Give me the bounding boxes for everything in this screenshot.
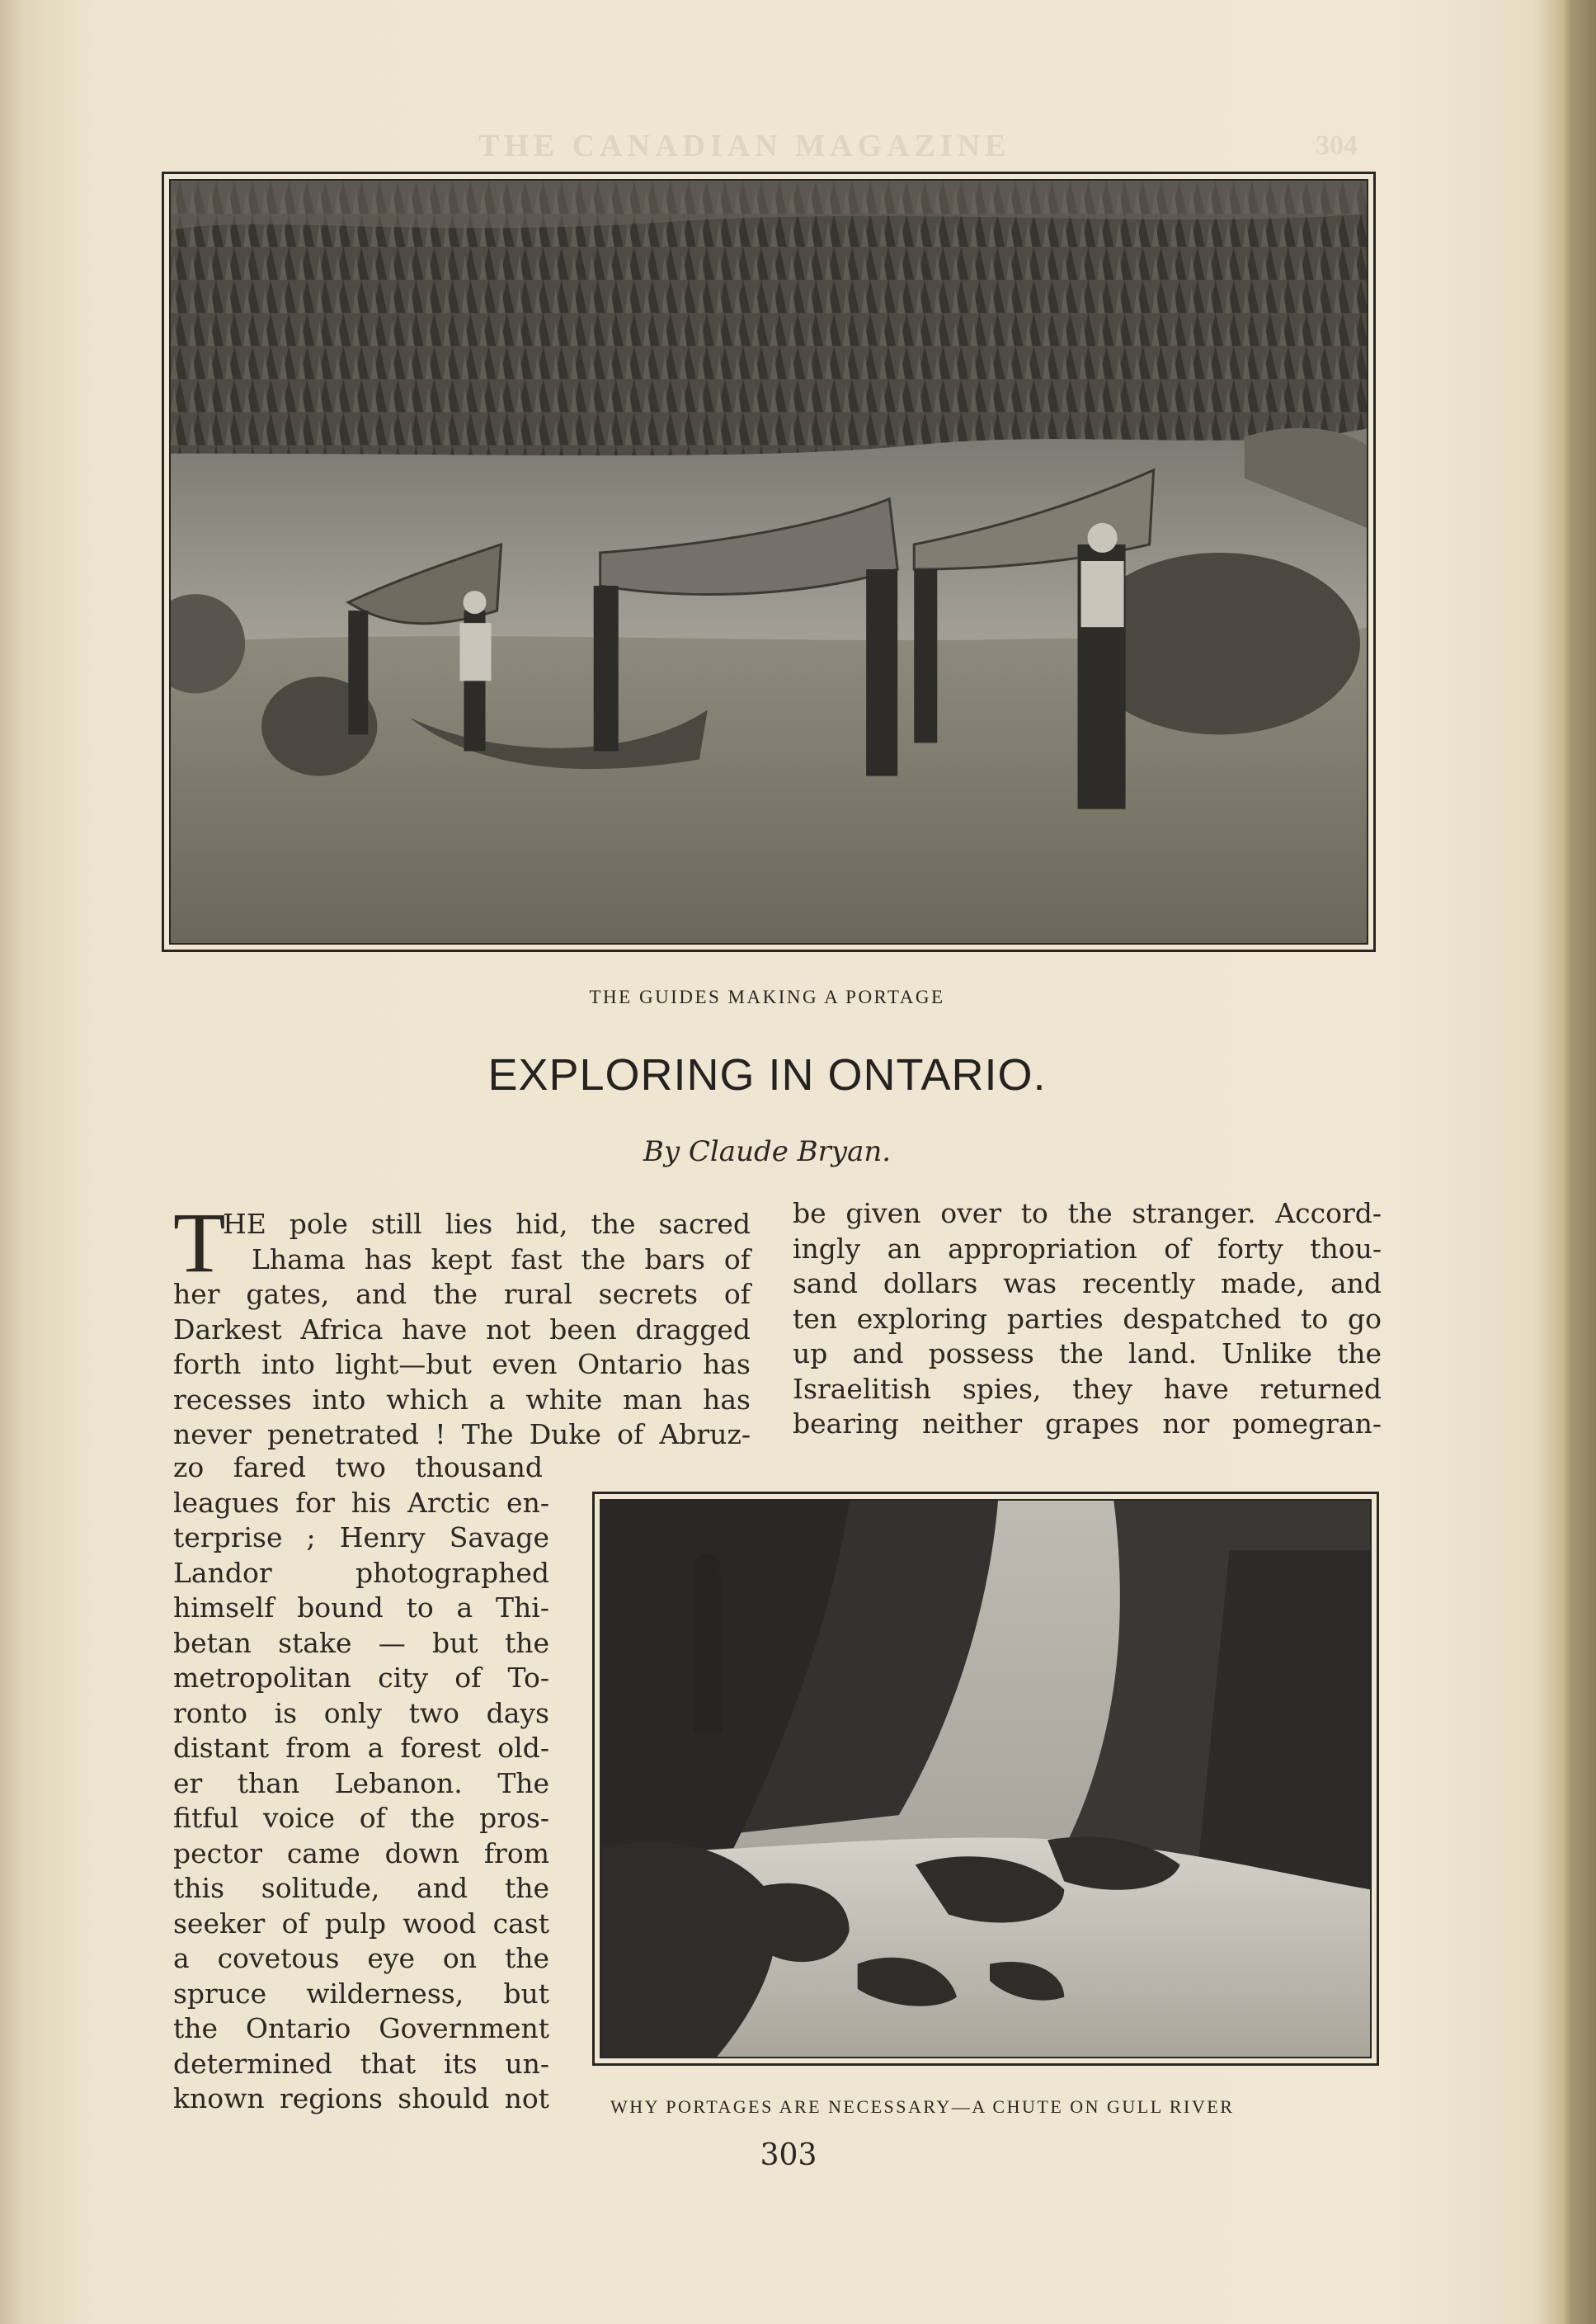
text-line: fitful voice of the pros-: [173, 1802, 549, 1834]
left-column-narrow: [173, 1450, 549, 2117]
caption-bottom-photo: WHY PORTAGES ARE NECESSARY—A CHUTE ON GULL RIVER: [610, 2096, 1235, 2117]
photo-gull-river-chute: [592, 1492, 1379, 2066]
text-line: betan stake — but the: [173, 1626, 549, 1659]
text-line: sand dollars was recently made, and: [793, 1267, 1382, 1299]
show-through-page-number: 304: [1316, 130, 1358, 161]
portage-photo-illustration: [171, 181, 1367, 943]
text-line: Darkest Africa have not been dragged: [173, 1313, 751, 1346]
text-line: ingly an appropriation of forty thou-: [793, 1232, 1382, 1265]
caption-top-photo: THE GUIDES MAKING A PORTAGE: [589, 987, 945, 1007]
text-line: her gates, and the rural secrets of: [173, 1278, 751, 1310]
text-line: determined that its un-: [173, 2047, 549, 2080]
text-line: Lhama has kept fast the bars of: [252, 1242, 751, 1275]
left-column-top: [173, 1207, 751, 1453]
text-line: recesses into which a white man has: [173, 1383, 751, 1416]
text-line: metropolitan city of To-: [173, 1662, 549, 1694]
text-line: er than Lebanon. The: [173, 1766, 549, 1799]
text-line: never penetrated ! The Duke of Abruz-: [173, 1418, 751, 1450]
text-line: ten exploring parties despatched to go: [793, 1302, 1382, 1335]
drop-cap: T: [173, 1195, 226, 1290]
show-through-running-head: THE CANADIAN MAGAZINE: [478, 129, 1011, 163]
text-line: distant from a forest old-: [173, 1732, 549, 1764]
text-line: this solitude, and the: [173, 1872, 549, 1904]
text-line: pector came down from: [173, 1836, 549, 1869]
chute-photo-illustration: [601, 1501, 1370, 2057]
photo-guides-portage: [162, 172, 1376, 952]
text-line: himself bound to a Thi-: [173, 1591, 549, 1624]
text-line: be given over to the stranger. Accord-: [793, 1197, 1382, 1229]
text-line: Landor photographed: [173, 1556, 549, 1589]
text-line: zo fared two thousand: [173, 1451, 543, 1483]
text-line: up and possess the land. Unlike the: [793, 1337, 1382, 1369]
text-line: known regions should not: [173, 2082, 549, 2114]
text-line: spruce wilderness, but: [173, 1977, 549, 2010]
text-line: the Ontario Government: [173, 2012, 549, 2044]
article-title: EXPLORING IN ONTARIO.: [487, 1050, 1047, 1100]
byline: By Claude Bryan.: [643, 1135, 892, 1168]
text-line: ronto is only two days: [173, 1696, 549, 1729]
text-line: bearing neither grapes nor pomegran-: [793, 1407, 1382, 1440]
text-line: HE pole still lies hid, the sacred: [223, 1208, 751, 1240]
text-line: a covetous eye on the: [173, 1942, 549, 1974]
right-column: [793, 1196, 1382, 1442]
text-line: leagues for his Arctic en-: [173, 1486, 549, 1519]
text-line: seeker of pulp wood cast: [173, 1907, 549, 1940]
text-line: Israelitish spies, they have returned: [793, 1372, 1382, 1405]
text-line: terprise ; Henry Savage: [173, 1521, 549, 1553]
page-number: 303: [760, 2138, 817, 2172]
text-line: forth into light—but even Ontario has: [173, 1348, 751, 1380]
